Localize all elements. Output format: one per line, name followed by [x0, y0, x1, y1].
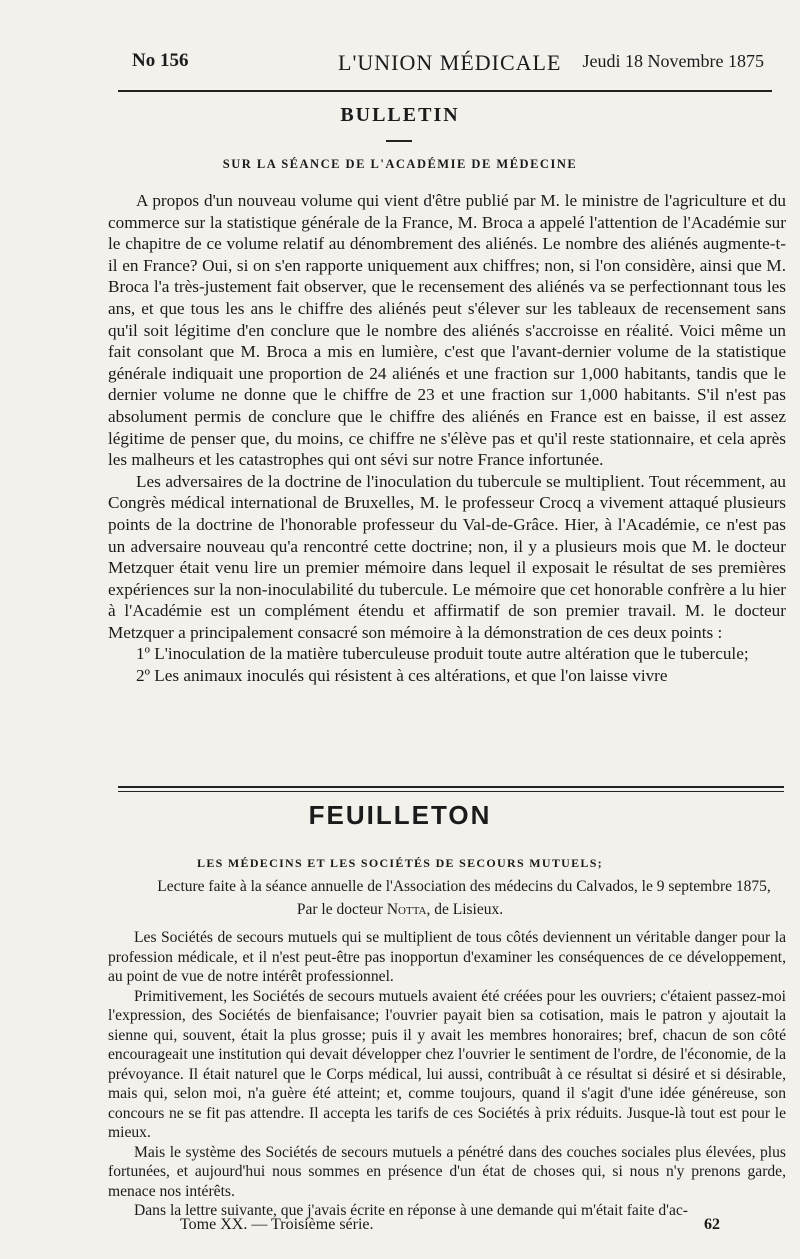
bulletin-paragraph: Les adversaires de la doctrine de l'inoculation du tubercule se multiplient. Tout récemment, au Congrès médical international de Bruxelles, M. le professeur Crocq a vivement attaqué plusieurs points de la doctrine de l'honorable professeur du Val-de-Grâce. Hier, à l'Académie, ce n'est pas un adversaire nouveau qu'a rencontré cette doctrine; non, il y a plusieurs mois que M. le docteur Metzquer était venu lire un premier mémoire dans lequel il exposait le résultat de ses premières expériences sur la non-inoculabilité du tubercule. Le mémoire que cet honorable confrère a lu hier à l'Académie est un complément étendu et affirmatif de son premier travail. M. le docteur Metzquer a principalement consacré son mémoire à la démonstration de ces deux points :	[108, 471, 786, 642]
author-suffix: , de Lisieux.	[426, 901, 504, 918]
header-rule	[118, 90, 772, 92]
bulletin-list-item: 1º L'inoculation de la matière tuberculeuse produit toute autre altération que le tubercule;	[136, 644, 749, 664]
lecture-note: Lecture faite à la séance annuelle de l'Association des médecins du Calvados, le 9 septembre 1875,	[157, 878, 771, 895]
author-name: Notta	[386, 901, 427, 918]
section-rule	[118, 786, 784, 788]
page-number: 62	[704, 1216, 720, 1233]
feuilleton-paragraph: Primitivement, les Sociétés de secours mutuels avaient été créées pour les ouvriers; c'étaient passez-moi l'expression, des Sociétés de bienfaisance; l'ouvrier payait bien sa cotisation, mais le patron y ajoutait la sienne qui, souvent, était la plus grosse; puis il y avait les membres honoraires; bref, chacun de son côté encourageait une institution qui devait développer chez l'ouvrier le sentiment de l'ordre, de l'économie, de la prévoyance. Il était naturel que le Corps médical, lui aussi, contribuât à ce résultat si désiré et si désirable, mais qui, selon moi, n'a guère été atteint; et, comme toujours, quand il s'agit d'une idée généreuse, son concours ne se fit pas attendre. Il accepta les tarifs de ces Sociétés à prix réduits. Jusque-là tout est pour le mieux.	[108, 987, 786, 1141]
issue-date: Jeudi 18 Novembre 1875	[582, 51, 764, 71]
tome-label: Tome XX. — Troisième série.	[180, 1216, 374, 1233]
feuilleton-subtitle: LES MÉDECINS ET LES SOCIÉTÉS DE SECOURS MUTUELS;	[197, 856, 603, 870]
journal-title: L'UNION MÉDICALE	[338, 50, 562, 75]
bulletin-list-item: 2º Les animaux inoculés qui résistent à ces altérations, et que l'on laisse vivre	[136, 666, 668, 686]
author-line	[0, 901, 800, 919]
author-prefix: Par le docteur	[296, 901, 383, 918]
title-dash	[386, 140, 412, 142]
feuilleton-paragraph: Dans la lettre suivante, que j'avais écrite en réponse à une demande qui m'était faite d'ac-	[134, 1202, 688, 1219]
feuilleton-paragraph: Les Sociétés de secours mutuels qui se multiplient de tous côtés deviennent un véritable danger pour la profession médicale, et il n'est peut-être pas inopportun d'examiner les conséquences de ce développement, au point de vue de notre intérêt professionnel.	[108, 929, 786, 985]
feuilleton-paragraph: Mais le système des Sociétés de secours mutuels a pénétré dans des couches sociales plus élevées, plus fortunées, et aujourd'hui nous sommes en présence d'un état de choses qui, si nous n'y prenons garde, menace nos intérêts.	[108, 1143, 786, 1200]
bulletin-subtitle: SUR LA SÉANCE DE L'ACADÉMIE DE MÉDECINE	[222, 157, 578, 171]
bulletin-paragraph: A propos d'un nouveau volume qui vient d'être publié par M. le ministre de l'agriculture et du commerce sur la statistique générale de la France, M. Broca a appelé l'attention de l'Académie sur le chapitre de ce volume relatif au dénombrement des aliénés. Le nombre des aliénés augmente-t-il en France? Oui, si on s'en rapporte uniquement aux chiffres; non, si l'on considère, ainsi que M. Broca l'a très-justement fait observer, que le recensement des aliénés va se perfectionnant tous les ans, et que tous les ans le chiffre des aliénés peut s'élever sur les tableaux de recensement sans qu'il soit légitime d'en conclure que le nombre des aliénés s'accroisse en réalité. Voici même un fait consolant que M. Broca a mis en lumière, c'est que l'avant-dernier volume de la statistique générale indiquait une proportion de 24 aliénés et une fraction sur 1,000 habitants, tandis que le dernier volume ne donne que le chiffre de 23 et une fraction sur 1,000 habitants. S'il n'est pas absolument permis de conclure que le chiffre des aliénés en France est en baisse, il est assez légitime de penser que, du moins, ce chiffre ne s'élève pas et qu'il reste stationnaire, et cela après les malheurs et les catastrophes qui ont sévi sur notre France infortunée.	[108, 191, 786, 470]
issue-number: No 156	[132, 50, 189, 71]
feuilleton-body	[108, 928, 786, 1221]
bulletin-body	[108, 190, 786, 687]
section-rule-thin	[118, 791, 784, 792]
page-footer	[180, 1216, 720, 1238]
page-header	[132, 50, 764, 80]
feuilleton-title: FEUILLETON	[308, 800, 492, 830]
bulletin-title: BULLETIN	[340, 104, 460, 126]
